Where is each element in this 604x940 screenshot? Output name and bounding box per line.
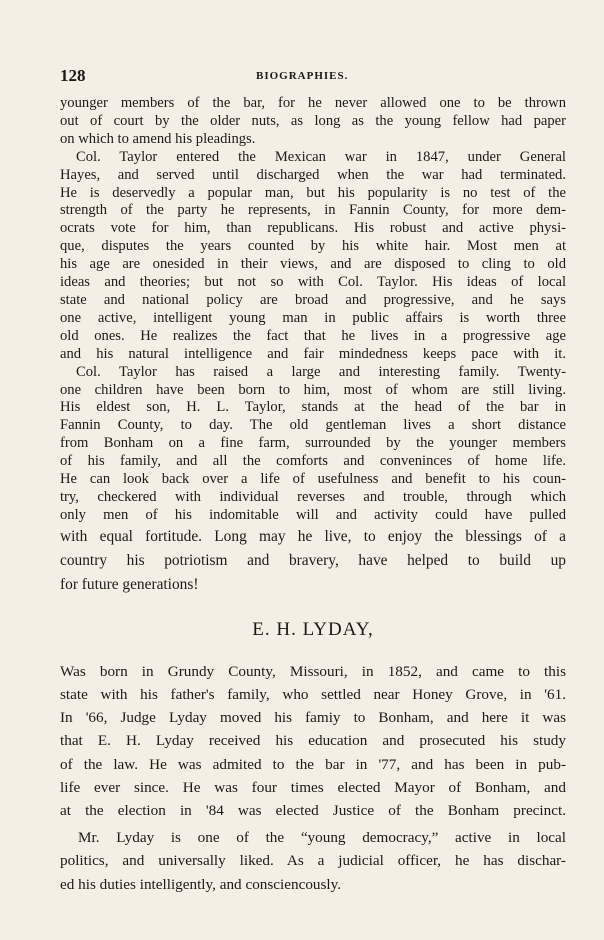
text-line: Col. Taylor has raised a large and interesting family. Twenty- (76, 363, 566, 380)
text-line: on which to amend his pleadings. (60, 130, 256, 147)
text-line: from Bonham on a fine farm, surrounded by the younger members (60, 435, 566, 452)
text-line: He can look back over a life of usefulness and benefit to his coun- (60, 471, 566, 488)
text-line: of the law. He was admited to the bar in '77, and has been in pub- (60, 755, 566, 773)
running-title: BIOGRAPHIES. (256, 70, 349, 82)
text-line: life ever since. He was four times elected Mayor of Bonham, and (60, 778, 566, 796)
book-page (60, 66, 566, 896)
text-line: ed his duties intelligently, and consciencously. (60, 875, 342, 893)
text-line: his age are onesided in their views, and are disposed to cling to old (60, 256, 566, 273)
text-line: ocrats vote for him, than republicans. His robust and active physi- (60, 220, 566, 237)
lyday-biography (60, 660, 566, 896)
text-line: His eldest son, H. L. Taylor, stands at the head of the bar in (60, 399, 566, 416)
taylor-paragraph-2 (60, 149, 566, 364)
text-line: younger members of the bar, for he never allowed one to be thrown (60, 95, 566, 111)
running-head (60, 66, 566, 88)
text-line: of his family, and all the comforts and conveninces of home life. (60, 453, 566, 470)
text-line: one children have been born to him, most of whom are still living. (60, 381, 566, 398)
lyday-paragraph-2 (60, 826, 566, 896)
text-line: and his natural intelligence and fair mindedness keeps pace with it. (60, 345, 566, 362)
text-line: out of court by the older nuts, as long as the young fellow had paper (60, 112, 566, 129)
lyday-paragraph-1 (60, 660, 566, 822)
text-line: with equal fortitude. Long may he live, to enjoy the blessings of a (60, 527, 566, 545)
text-line: strength of the party he represents, in Fannin County, for more dem- (60, 202, 566, 219)
taylor-paragraph-1 (60, 95, 566, 149)
text-line: state and national policy are broad and progressive, and he says (60, 291, 566, 308)
taylor-paragraph-3 (60, 364, 566, 597)
text-line: Fannin County, to day. The old gentleman lives a short distance (60, 417, 566, 434)
text-line: Was born in Grundy County, Missouri, in 1852, and came to this (60, 662, 566, 680)
text-line: for future generations! (60, 575, 199, 593)
page-number: 128 (60, 66, 86, 85)
text-line: one active, intelligent young man in public affairs is worth three (60, 309, 566, 326)
section-heading: E. H. LYDAY, (252, 618, 374, 640)
text-line: In '66, Judge Lyday moved his famiy to Bonham, and here it was (60, 709, 566, 727)
text-line: at the election in '84 was elected Justice of the Bonham precinct. (60, 801, 566, 819)
text-line: old ones. He realizes the fact that he lives in a progressive age (60, 327, 566, 344)
text-line: que, disputes the years counted by his white hair. Most men at (60, 238, 566, 255)
text-line: that E. H. Lyday received his education and prosecuted his study (60, 732, 566, 750)
text-line: country his potriotism and bravery, have helped to build up (60, 551, 566, 569)
text-line: Col. Taylor entered the Mexican war in 1847, under General (76, 148, 566, 165)
text-line: Hayes, and served until discharged when the war had terminated. (60, 166, 566, 183)
text-line: politics, and universally liked. As a judicial officer, he has dischar- (60, 852, 566, 870)
text-line: He is deservedly a popular man, but his popularity is no test of the (60, 184, 566, 201)
text-line: ideas and theories; but not so with Col. Taylor. His ideas of local (60, 274, 566, 291)
text-line: only men of his indomitable will and activity could have pulled (60, 506, 566, 523)
text-line: try, checkered with individual reverses and trouble, through which (60, 488, 566, 505)
taylor-biography-continued (60, 95, 566, 597)
text-line: Mr. Lyday is one of the “young democracy,” active in local (78, 829, 566, 847)
text-line: state with his father's family, who settled near Honey Grove, in '61. (60, 685, 566, 703)
